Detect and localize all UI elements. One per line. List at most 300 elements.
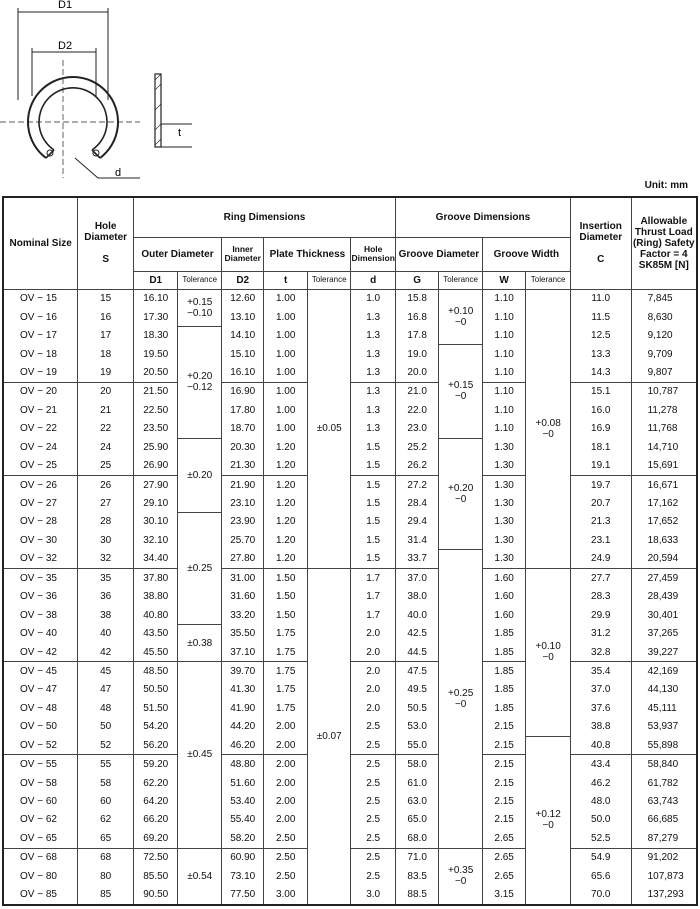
insertion-diameter-c: 43.4 [570, 755, 631, 774]
groove-width-w: 2.15 [482, 718, 525, 736]
header-hole-diameter: Hole Diameter S [78, 197, 134, 289]
hole-diameter: 21 [78, 401, 134, 419]
thrust-load: 66,685 [631, 811, 697, 829]
groove-diameter-g: 58.0 [395, 755, 438, 774]
insertion-diameter-c: 50.0 [570, 811, 631, 829]
groove-width-w: 1.30 [482, 513, 525, 531]
table-row [3, 550, 697, 569]
nominal-size: OV − 18 [3, 345, 78, 363]
hole-diameter: 24 [78, 438, 134, 456]
groove-width-w: 1.30 [482, 550, 525, 569]
table-row [3, 456, 697, 475]
unit-label: Unit: mm [644, 180, 688, 191]
thrust-load: 17,652 [631, 513, 697, 531]
plate-thickness-t: 1.20 [264, 494, 307, 512]
outer-diameter-d1: 59.20 [133, 755, 178, 774]
tolerance-t [307, 569, 350, 905]
tolerance-value: −0.12 [187, 382, 213, 394]
header-groove-diameter: Groove Diameter [395, 237, 482, 271]
thrust-load: 10,787 [631, 382, 697, 401]
header-tolerance: Tolerance [526, 271, 571, 289]
hole-dimension-d: 1.3 [351, 401, 396, 419]
outer-diameter-d1: 90.50 [133, 886, 178, 905]
nominal-size: OV − 47 [3, 681, 78, 699]
table-row [3, 420, 697, 438]
tolerance-value: ±0.45 [187, 749, 213, 761]
hole-diameter: 50 [78, 718, 134, 736]
plate-thickness-t: 2.00 [264, 811, 307, 829]
nominal-size: OV − 85 [3, 886, 78, 905]
tolerance-value: −0 [454, 698, 467, 710]
thrust-load: 11,768 [631, 420, 697, 438]
tolerance-d1 [178, 289, 221, 326]
thrust-load: 18,633 [631, 531, 697, 549]
tolerance-w [526, 569, 571, 736]
insertion-diameter-c: 23.1 [570, 531, 631, 549]
insertion-diameter-c: 54.9 [570, 848, 631, 867]
inner-diameter-d2: 73.10 [221, 867, 263, 885]
insertion-diameter-c: 31.2 [570, 624, 631, 642]
nominal-size: OV − 80 [3, 867, 78, 885]
insertion-diameter-c: 15.1 [570, 382, 631, 401]
dimension-table [2, 196, 698, 906]
table-row [3, 363, 697, 382]
plate-thickness-t: 1.75 [264, 643, 307, 662]
inner-diameter-d2: 31.60 [221, 588, 263, 606]
groove-width-w: 1.60 [482, 606, 525, 624]
groove-diameter-g: 42.5 [395, 624, 438, 642]
groove-diameter-g: 83.5 [395, 867, 438, 885]
outer-diameter-d1: 18.30 [133, 326, 178, 344]
table-row [3, 569, 697, 588]
plate-thickness-t: 2.00 [264, 792, 307, 810]
plate-thickness-t: 1.00 [264, 345, 307, 363]
thrust-load: 30,401 [631, 606, 697, 624]
hole-dimension-d: 2.5 [351, 829, 396, 848]
table-row [3, 401, 697, 419]
nominal-size: OV − 17 [3, 326, 78, 344]
inner-diameter-d2: 13.10 [221, 308, 263, 326]
header-d1: D1 [133, 271, 178, 289]
table-row [3, 718, 697, 736]
outer-diameter-d1: 72.50 [133, 848, 178, 867]
hole-diameter: 20 [78, 382, 134, 401]
table-row [3, 643, 697, 662]
tolerance-value: +0.12 [535, 809, 561, 821]
thrust-load: 37,265 [631, 624, 697, 642]
nominal-size: OV − 28 [3, 513, 78, 531]
insertion-diameter-c: 52.5 [570, 829, 631, 848]
thrust-load: 15,691 [631, 456, 697, 475]
nominal-size: OV − 24 [3, 438, 78, 456]
groove-diameter-g: 20.0 [395, 363, 438, 382]
groove-diameter-g: 88.5 [395, 886, 438, 905]
insertion-diameter-c: 20.7 [570, 494, 631, 512]
thrust-load: 39,227 [631, 643, 697, 662]
table-row [3, 681, 697, 699]
nominal-size: OV − 38 [3, 606, 78, 624]
header-t: t [264, 271, 307, 289]
tolerance-value: −0.10 [187, 307, 213, 319]
hole-dimension-d: 1.5 [351, 456, 396, 475]
tolerance-value: ±0.20 [187, 469, 213, 481]
hole-diameter: 18 [78, 345, 134, 363]
header-tolerance: Tolerance [439, 271, 482, 289]
tolerance-g [439, 438, 482, 550]
ring-inner-edge [39, 88, 107, 150]
plate-thickness-t: 1.00 [264, 308, 307, 326]
plate-thickness-t: 1.00 [264, 382, 307, 401]
hole-dimension-d: 1.3 [351, 420, 396, 438]
table-row [3, 755, 697, 774]
groove-width-w: 1.30 [482, 475, 525, 494]
outer-diameter-d1: 45.50 [133, 643, 178, 662]
tolerance-value: ±0.25 [187, 563, 213, 575]
groove-width-w: 1.10 [482, 326, 525, 344]
groove-diameter-g: 28.4 [395, 494, 438, 512]
outer-diameter-d1: 34.40 [133, 550, 178, 569]
hole-dimension-d: 3.0 [351, 886, 396, 905]
insertion-diameter-c: 48.0 [570, 792, 631, 810]
insertion-diameter-c: 14.3 [570, 363, 631, 382]
insertion-diameter-c: 28.3 [570, 588, 631, 606]
groove-width-w: 1.60 [482, 588, 525, 606]
hole-diameter: 36 [78, 588, 134, 606]
groove-width-w: 1.30 [482, 438, 525, 456]
groove-width-w: 2.65 [482, 867, 525, 885]
tolerance-d1 [178, 326, 221, 438]
insertion-diameter-c: 13.3 [570, 345, 631, 363]
groove-diameter-g: 27.2 [395, 475, 438, 494]
groove-diameter-g: 55.0 [395, 736, 438, 755]
tolerance-value: −0 [542, 652, 554, 664]
nominal-size: OV − 30 [3, 531, 78, 549]
nominal-size: OV − 58 [3, 774, 78, 792]
tolerance-d1 [178, 438, 221, 513]
tolerance-value: ±0.05 [316, 423, 342, 435]
insertion-diameter-c: 37.6 [570, 699, 631, 717]
hole-diameter: 47 [78, 681, 134, 699]
hole-dimension-d: 2.0 [351, 681, 396, 699]
plate-thickness-t: 1.00 [264, 326, 307, 344]
tolerance-value: +0.15 [187, 296, 213, 308]
tolerance-value: −0 [454, 876, 467, 888]
insertion-diameter-c: 38.8 [570, 718, 631, 736]
hole-diameter: 35 [78, 569, 134, 588]
inner-diameter-d2: 25.70 [221, 531, 263, 549]
groove-diameter-g: 15.8 [395, 289, 438, 308]
thrust-load: 63,743 [631, 792, 697, 810]
tolerance-value: +0.10 [447, 305, 474, 317]
tolerance-d1 [178, 624, 221, 661]
hole-diameter: 26 [78, 475, 134, 494]
tolerance-value: +0.20 [187, 371, 213, 383]
tolerance-value: +0.20 [447, 482, 474, 494]
inner-diameter-d2: 39.70 [221, 662, 263, 681]
hole-diameter: 58 [78, 774, 134, 792]
header-nominal-size: Nominal Size [3, 197, 78, 289]
outer-diameter-d1: 51.50 [133, 699, 178, 717]
groove-width-w: 1.85 [482, 681, 525, 699]
inner-diameter-d2: 16.10 [221, 363, 263, 382]
outer-diameter-d1: 26.90 [133, 456, 178, 475]
inner-diameter-d2: 51.60 [221, 774, 263, 792]
tolerance-value: +0.15 [447, 380, 474, 392]
thrust-load: 58,840 [631, 755, 697, 774]
hole-dimension-d: 2.5 [351, 848, 396, 867]
inner-diameter-d2: 41.90 [221, 699, 263, 717]
groove-width-w: 2.15 [482, 774, 525, 792]
table-row [3, 494, 697, 512]
groove-diameter-g: 22.0 [395, 401, 438, 419]
hole-diameter: 42 [78, 643, 134, 662]
plate-thickness-t: 3.00 [264, 886, 307, 905]
nominal-size: OV − 15 [3, 289, 78, 308]
groove-width-w: 2.15 [482, 755, 525, 774]
tolerance-value: ±0.54 [187, 870, 213, 882]
outer-diameter-d1: 40.80 [133, 606, 178, 624]
inner-diameter-d2: 20.30 [221, 438, 263, 456]
outer-diameter-d1: 22.50 [133, 401, 178, 419]
insertion-diameter-c: 29.9 [570, 606, 631, 624]
insertion-diameter-c: 24.9 [570, 550, 631, 569]
groove-diameter-g: 25.2 [395, 438, 438, 456]
hole-dimension-d: 1.7 [351, 588, 396, 606]
insertion-diameter-c: 18.1 [570, 438, 631, 456]
thrust-load: 91,202 [631, 848, 697, 867]
groove-diameter-g: 33.7 [395, 550, 438, 569]
insertion-diameter-c: 37.0 [570, 681, 631, 699]
hole-dimension-d: 2.0 [351, 643, 396, 662]
groove-width-w: 1.10 [482, 363, 525, 382]
nominal-size: OV − 19 [3, 363, 78, 382]
groove-diameter-g: 16.8 [395, 308, 438, 326]
table-row [3, 345, 697, 363]
inner-diameter-d2: 18.70 [221, 420, 263, 438]
groove-diameter-g: 31.4 [395, 531, 438, 549]
tolerance-g [439, 289, 482, 345]
groove-width-w: 1.85 [482, 662, 525, 681]
groove-diameter-g: 40.0 [395, 606, 438, 624]
nominal-size: OV − 52 [3, 736, 78, 755]
hole-dimension-d: 1.5 [351, 513, 396, 531]
tolerance-value: ±0.38 [187, 637, 213, 649]
hole-diameter: 25 [78, 456, 134, 475]
tolerance-value: −0 [542, 428, 554, 440]
groove-width-w: 1.10 [482, 420, 525, 438]
plate-thickness-t: 1.75 [264, 624, 307, 642]
groove-diameter-g: 65.0 [395, 811, 438, 829]
groove-diameter-g: 50.5 [395, 699, 438, 717]
t-label: t [178, 127, 182, 139]
nominal-size: OV − 55 [3, 755, 78, 774]
header-w: W [482, 271, 525, 289]
hole-dimension-d: 2.5 [351, 774, 396, 792]
groove-diameter-g: 26.2 [395, 456, 438, 475]
insertion-diameter-c: 12.5 [570, 326, 631, 344]
nominal-size: OV − 21 [3, 401, 78, 419]
groove-width-w: 1.85 [482, 624, 525, 642]
tolerance-value: −0 [454, 493, 467, 505]
hole-diameter: 52 [78, 736, 134, 755]
hole-dimension-d: 2.5 [351, 718, 396, 736]
inner-diameter-d2: 58.20 [221, 829, 263, 848]
plate-thickness-t: 2.00 [264, 755, 307, 774]
header-thrust-load: Allowable Thrust Load (Ring) Safety Factor = 4 SK85M [N] [631, 197, 697, 289]
nominal-size: OV − 40 [3, 624, 78, 642]
groove-diameter-g: 38.0 [395, 588, 438, 606]
header-d: d [351, 271, 396, 289]
insertion-diameter-c: 16.9 [570, 420, 631, 438]
hole-diameter: 15 [78, 289, 134, 308]
inner-diameter-d2: 41.30 [221, 681, 263, 699]
hole-dimension-d: 2.5 [351, 867, 396, 885]
header-ring-dimensions: Ring Dimensions [133, 197, 395, 237]
hole-dimension-d: 1.5 [351, 438, 396, 456]
hole-diameter: 19 [78, 363, 134, 382]
table-row [3, 308, 697, 326]
inner-diameter-d2: 60.90 [221, 848, 263, 867]
hole-dimension-d: 2.5 [351, 736, 396, 755]
inner-diameter-d2: 21.30 [221, 456, 263, 475]
plate-thickness-t: 1.50 [264, 606, 307, 624]
hole-diameter: 40 [78, 624, 134, 642]
outer-diameter-d1: 30.10 [133, 513, 178, 531]
inner-diameter-d2: 37.10 [221, 643, 263, 662]
nominal-size: OV − 65 [3, 829, 78, 848]
header-inner-diameter: Inner Diameter [221, 237, 263, 271]
outer-diameter-d1: 62.20 [133, 774, 178, 792]
table-row [3, 438, 697, 456]
insertion-diameter-c: 65.6 [570, 867, 631, 885]
table-row [3, 475, 697, 494]
hole-diameter: 28 [78, 513, 134, 531]
hole-diameter: 55 [78, 755, 134, 774]
hole-dimension-d: 2.0 [351, 699, 396, 717]
hole-dimension-d: 2.5 [351, 755, 396, 774]
thrust-load: 53,937 [631, 718, 697, 736]
plate-thickness-t: 1.20 [264, 531, 307, 549]
insertion-diameter-c: 11.0 [570, 289, 631, 308]
header-g: G [395, 271, 438, 289]
header-plate-thickness: Plate Thickness [264, 237, 351, 271]
tolerance-value: +0.35 [447, 865, 474, 877]
inner-diameter-d2: 31.00 [221, 569, 263, 588]
groove-diameter-g: 71.0 [395, 848, 438, 867]
plate-thickness-t: 2.50 [264, 848, 307, 867]
nominal-size: OV − 35 [3, 569, 78, 588]
tolerance-value: −0 [454, 316, 467, 328]
insertion-diameter-c: 16.0 [570, 401, 631, 419]
groove-diameter-g: 44.5 [395, 643, 438, 662]
hole-diameter: 30 [78, 531, 134, 549]
nominal-size: OV − 22 [3, 420, 78, 438]
nominal-size: OV − 48 [3, 699, 78, 717]
outer-diameter-d1: 69.20 [133, 829, 178, 848]
insertion-diameter-c: 27.7 [570, 569, 631, 588]
nominal-size: OV − 16 [3, 308, 78, 326]
insertion-diameter-c: 46.2 [570, 774, 631, 792]
groove-width-w: 1.30 [482, 456, 525, 475]
table-row [3, 513, 697, 531]
hole-diameter: 38 [78, 606, 134, 624]
outer-diameter-d1: 27.90 [133, 475, 178, 494]
hole-diameter: 16 [78, 308, 134, 326]
hole-dimension-d: 1.5 [351, 531, 396, 549]
tolerance-value: +0.08 [535, 417, 561, 429]
tolerance-g [439, 550, 482, 849]
thrust-load: 42,169 [631, 662, 697, 681]
thrust-load: 137,293 [631, 886, 697, 905]
header-tolerance: Tolerance [307, 271, 350, 289]
insertion-diameter-c: 70.0 [570, 886, 631, 905]
plate-thickness-t: 1.00 [264, 363, 307, 382]
groove-diameter-g: 53.0 [395, 718, 438, 736]
nominal-size: OV − 68 [3, 848, 78, 867]
hole-diameter: 22 [78, 420, 134, 438]
hole-dimension-d: 1.7 [351, 606, 396, 624]
hole-dimension-d: 1.0 [351, 289, 396, 308]
nominal-size: OV − 62 [3, 811, 78, 829]
inner-diameter-d2: 23.10 [221, 494, 263, 512]
tolerance-value: +0.25 [447, 687, 474, 699]
outer-diameter-d1: 48.50 [133, 662, 178, 681]
outer-diameter-d1: 29.10 [133, 494, 178, 512]
hole-dimension-d: 1.3 [351, 363, 396, 382]
insertion-diameter-c: 32.8 [570, 643, 631, 662]
header-tolerance: Tolerance [178, 271, 221, 289]
nominal-size: OV − 25 [3, 456, 78, 475]
hole-dimension-d: 1.7 [351, 569, 396, 588]
groove-width-w: 1.10 [482, 289, 525, 308]
table-row [3, 699, 697, 717]
hole-diameter: 62 [78, 811, 134, 829]
d-leader [75, 158, 98, 178]
hole-diameter: 80 [78, 867, 134, 885]
outer-diameter-d1: 17.30 [133, 308, 178, 326]
hole-diameter: 60 [78, 792, 134, 810]
inner-diameter-d2: 12.60 [221, 289, 263, 308]
inner-diameter-d2: 27.80 [221, 550, 263, 569]
thrust-load: 27,459 [631, 569, 697, 588]
inner-diameter-d2: 44.20 [221, 718, 263, 736]
table-row [3, 662, 697, 681]
inner-diameter-d2: 55.40 [221, 811, 263, 829]
plate-thickness-t: 1.00 [264, 420, 307, 438]
plate-thickness-t: 1.20 [264, 438, 307, 456]
insertion-diameter-c: 21.3 [570, 513, 631, 531]
retaining-ring-diagram [0, 0, 700, 192]
table-row [3, 867, 697, 885]
outer-diameter-d1: 56.20 [133, 736, 178, 755]
hole-diameter: 85 [78, 886, 134, 905]
thrust-load: 9,807 [631, 363, 697, 382]
tolerance-d1 [178, 662, 221, 848]
inner-diameter-d2: 21.90 [221, 475, 263, 494]
outer-diameter-d1: 19.50 [133, 345, 178, 363]
thrust-load: 7,845 [631, 289, 697, 308]
table-body [3, 289, 697, 905]
table-row [3, 289, 697, 308]
header-hole-dimension: Hole Dimension [351, 237, 396, 271]
thrust-load: 8,630 [631, 308, 697, 326]
tolerance-g [439, 848, 482, 905]
groove-width-w: 3.15 [482, 886, 525, 905]
hole-diameter: 45 [78, 662, 134, 681]
tolerance-t [307, 289, 350, 569]
hole-dimension-d: 1.3 [351, 326, 396, 344]
inner-diameter-d2: 35.50 [221, 624, 263, 642]
